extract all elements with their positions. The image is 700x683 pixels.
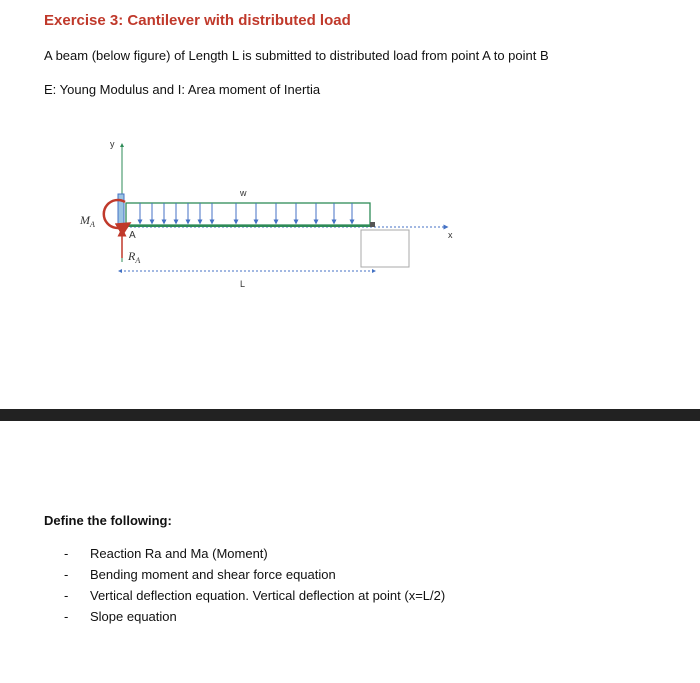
beam-diagram bbox=[0, 0, 700, 300]
exercise-title: Exercise 3: Cantilever with distributed load bbox=[44, 12, 351, 29]
problem-statement: A beam (below figure) of Length L is submitted to distributed load from point A to point B bbox=[44, 48, 549, 63]
length-label: L bbox=[240, 279, 246, 289]
end-box bbox=[361, 230, 409, 267]
point-a-label: A bbox=[129, 230, 136, 241]
distributed-load bbox=[126, 203, 370, 225]
load-label: w bbox=[240, 188, 247, 198]
list-item: - Vertical deflection equation. Vertical deflection at point (x=L/2) bbox=[60, 585, 445, 606]
list-item: - Bending moment and shear force equation bbox=[60, 564, 445, 585]
variables-definition: E: Young Modulus and I: Area moment of Inertia bbox=[44, 82, 321, 97]
reaction-label: $R_A$ bbox=[128, 249, 141, 265]
list-item: - Reaction Ra and Ma (Moment) bbox=[60, 543, 445, 564]
list-item: - Slope equation bbox=[60, 606, 445, 627]
section-divider bbox=[0, 409, 700, 421]
y-axis-label: y bbox=[110, 139, 115, 149]
questions-heading: Define the following: bbox=[44, 513, 172, 528]
moment-label: $M_A$ bbox=[80, 213, 95, 229]
question-list bbox=[60, 543, 445, 627]
x-axis-label: x bbox=[448, 230, 453, 240]
